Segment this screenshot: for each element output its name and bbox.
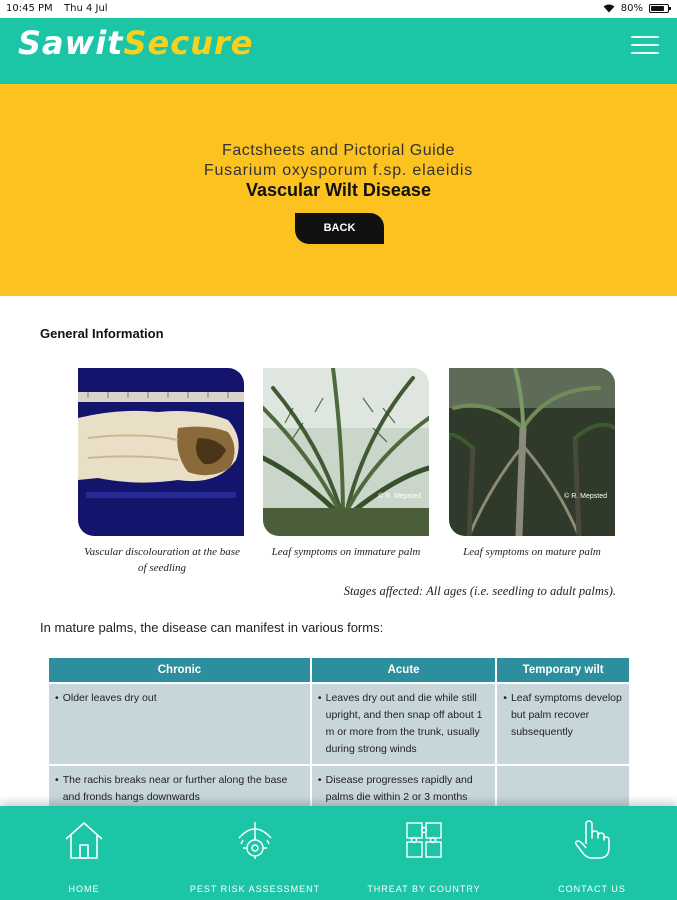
battery-icon (649, 4, 669, 13)
photo-watermark: © R. Mepsted (564, 493, 607, 500)
status-date: Thu 4 Jul (64, 3, 108, 14)
battery-percent: 80% (620, 3, 643, 14)
cell-text: • The rachis breaks near or further along the base and fronds hangs downwards (62, 774, 288, 803)
photo-watermark: © R. Mepsted (378, 493, 421, 500)
table-cell (311, 683, 496, 765)
home-icon (62, 818, 106, 862)
bottom-nav (0, 806, 677, 900)
intro-text: In mature palms, the disease can manifest in various forms: (40, 620, 384, 635)
status-right (603, 3, 669, 14)
wifi-icon (603, 4, 615, 13)
nav-home-label: HOME (68, 884, 100, 894)
nav-home[interactable] (24, 806, 144, 900)
status-time: 10:45 PM (6, 3, 53, 14)
nav-contact-label: CONTACT US (558, 884, 626, 894)
caption-immature-palm: Leaf symptoms on immature palm (271, 546, 421, 558)
col-header-chronic: Chronic (48, 657, 311, 683)
nav-pest-risk-label: PEST RISK ASSESSMENT (189, 884, 321, 894)
cell-text: • Leaves dry out and die while still upright, and then snap off about 1 m or more from the trunk, usually during strong winds (325, 692, 483, 755)
caption-line: Vascular discolouration at the base (84, 546, 240, 558)
caption-line: of seedling (138, 562, 186, 574)
photo-mature-palm[interactable] (449, 368, 615, 536)
cell-text: • Disease progresses rapidly and palms die within 2 or 3 months (325, 774, 473, 803)
table-cell (48, 683, 311, 765)
col-header-temporary-wilt: Temporary wilt (496, 657, 630, 683)
pest-risk-icon (233, 818, 277, 862)
table-row (48, 683, 630, 765)
banner-pathogen: Fusarium oxysporum f.sp. elaeidis (203, 162, 474, 179)
app-logo[interactable] (18, 24, 253, 62)
nav-contact-us[interactable] (532, 806, 652, 900)
banner-subtitle: Factsheets and Pictorial Guide (222, 142, 455, 159)
photo-seedling-discolouration[interactable] (78, 368, 244, 536)
table-cell (496, 683, 630, 765)
logo-part1: Sawit (18, 24, 124, 62)
table-header-row (48, 657, 630, 683)
status-bar (0, 0, 677, 18)
cell-text: • Leaf symptoms develop but palm recover subsequently (510, 692, 622, 738)
col-header-acute: Acute (311, 657, 496, 683)
nav-threat-label: THREAT BY COUNTRY (367, 884, 481, 894)
hamburger-menu-icon[interactable] (631, 36, 659, 62)
title-banner (0, 84, 677, 296)
photo-immature-palm[interactable] (263, 368, 429, 536)
stages-affected: Stages affected: All ages (i.e. seedling to adult palms). (343, 584, 616, 598)
app-header (0, 18, 677, 84)
nav-pest-risk-assessment[interactable] (180, 806, 330, 900)
caption-seedling (74, 544, 250, 576)
nav-threat-by-country[interactable] (356, 806, 492, 900)
cell-text: • Older leaves dry out (62, 692, 157, 704)
puzzle-map-icon (402, 818, 446, 862)
pointing-hand-icon (570, 818, 614, 862)
banner-title: Vascular Wilt Disease (246, 180, 431, 200)
logo-part2: Secure (123, 24, 254, 62)
section-title: General Information (40, 326, 164, 341)
caption-mature-palm: Leaf symptoms on mature palm (463, 546, 601, 558)
back-button[interactable]: BACK (295, 213, 384, 244)
